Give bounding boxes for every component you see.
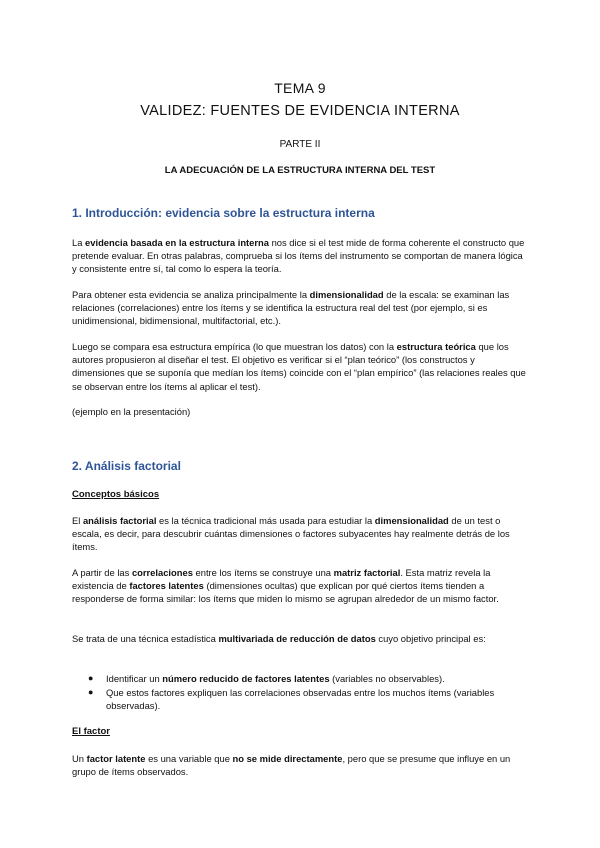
page-title: VALIDEZ: FUENTES DE EVIDENCIA INTERNA — [140, 103, 460, 119]
list-item: ● Que estos factores expliquen las correlaciones observadas entre los muchos ítems (variables observadas). — [88, 687, 495, 712]
parte-label: PARTE II — [279, 139, 321, 150]
section-2-paragraph-2: A partir de las correlaciones entre los ítems se construye una matriz factorial. Esta matriz revela la existencia de factores latentes (dimensiones ocultas) que explican por qué ciertos ítems tienden a responderse de forma similar: los ítems que miden lo mismo se agrupan alrededor de un mismo factor. — [72, 567, 499, 605]
objectives-list — [72, 672, 530, 714]
section-2-heading: 2. Análisis factorial — [72, 459, 181, 473]
bullet-icon: ● — [88, 673, 94, 683]
conceptos-basicos-subheading: Conceptos básicos — [72, 489, 160, 500]
tema-number: TEMA 9 — [274, 80, 326, 96]
el-factor-subheading: El factor — [72, 726, 111, 737]
bullet-icon: ● — [88, 687, 94, 698]
section-2-paragraph-3: Se trata de una técnica estadística multivariada de reducción de datos cuyo objetivo principal es: — [72, 633, 486, 644]
section-1-paragraph-1: La evidencia basada en la estructura interna nos dice si el test mide de forma coherente el constructo que pretende evaluar. En otras palabras, comprueba si los ítems del instrumento se comportan de manera lógica y consistente entre sí, tal como lo espera la teoría. — [72, 237, 525, 275]
section-2-paragraph-1: El análisis factorial es la técnica tradicional más usada para estudiar la dimensionalidad de un test o escala, es decir, para descubrir cuántas dimensiones o factores subyacentes hay realmente detrás de los ítems. — [72, 515, 510, 553]
list-item: ● Identificar un número reducido de factores latentes (variables no observables). — [88, 673, 445, 684]
section-1-paragraph-3: Luego se compara esa estructura empírica (lo que muestran los datos) con la estructura teórica que los autores propusieron al diseñar el test. El objetivo es verificar si el “plan teórico” (los constructos y dimensiones que se suponía que medían los ítems) coincide con el “plan empírico” (las relaciones reales que se observan entre los ítems al aplicar el test). — [72, 341, 526, 392]
section-2-paragraph-4: Un factor latente es una variable que no se mide directamente, pero que se presume que influye en un grupo de ítems observados. — [72, 753, 511, 778]
section-1-heading: 1. Introducción: evidencia sobre la estructura interna — [72, 206, 375, 220]
document-subtitle: LA ADECUACIÓN DE LA ESTRUCTURA INTERNA DEL TEST — [164, 165, 436, 176]
section-1-paragraph-2: Para obtener esta evidencia se analiza principalmente la dimensionalidad de la escala: se examinan las relaciones (correlaciones) entre los ítems y se identifica la estructura real del test (por ejemplo, si es unidimensional, bidimensional, multifactorial, etc.). — [72, 289, 510, 327]
section-1-paragraph-4: (ejemplo en la presentación) — [72, 406, 191, 417]
